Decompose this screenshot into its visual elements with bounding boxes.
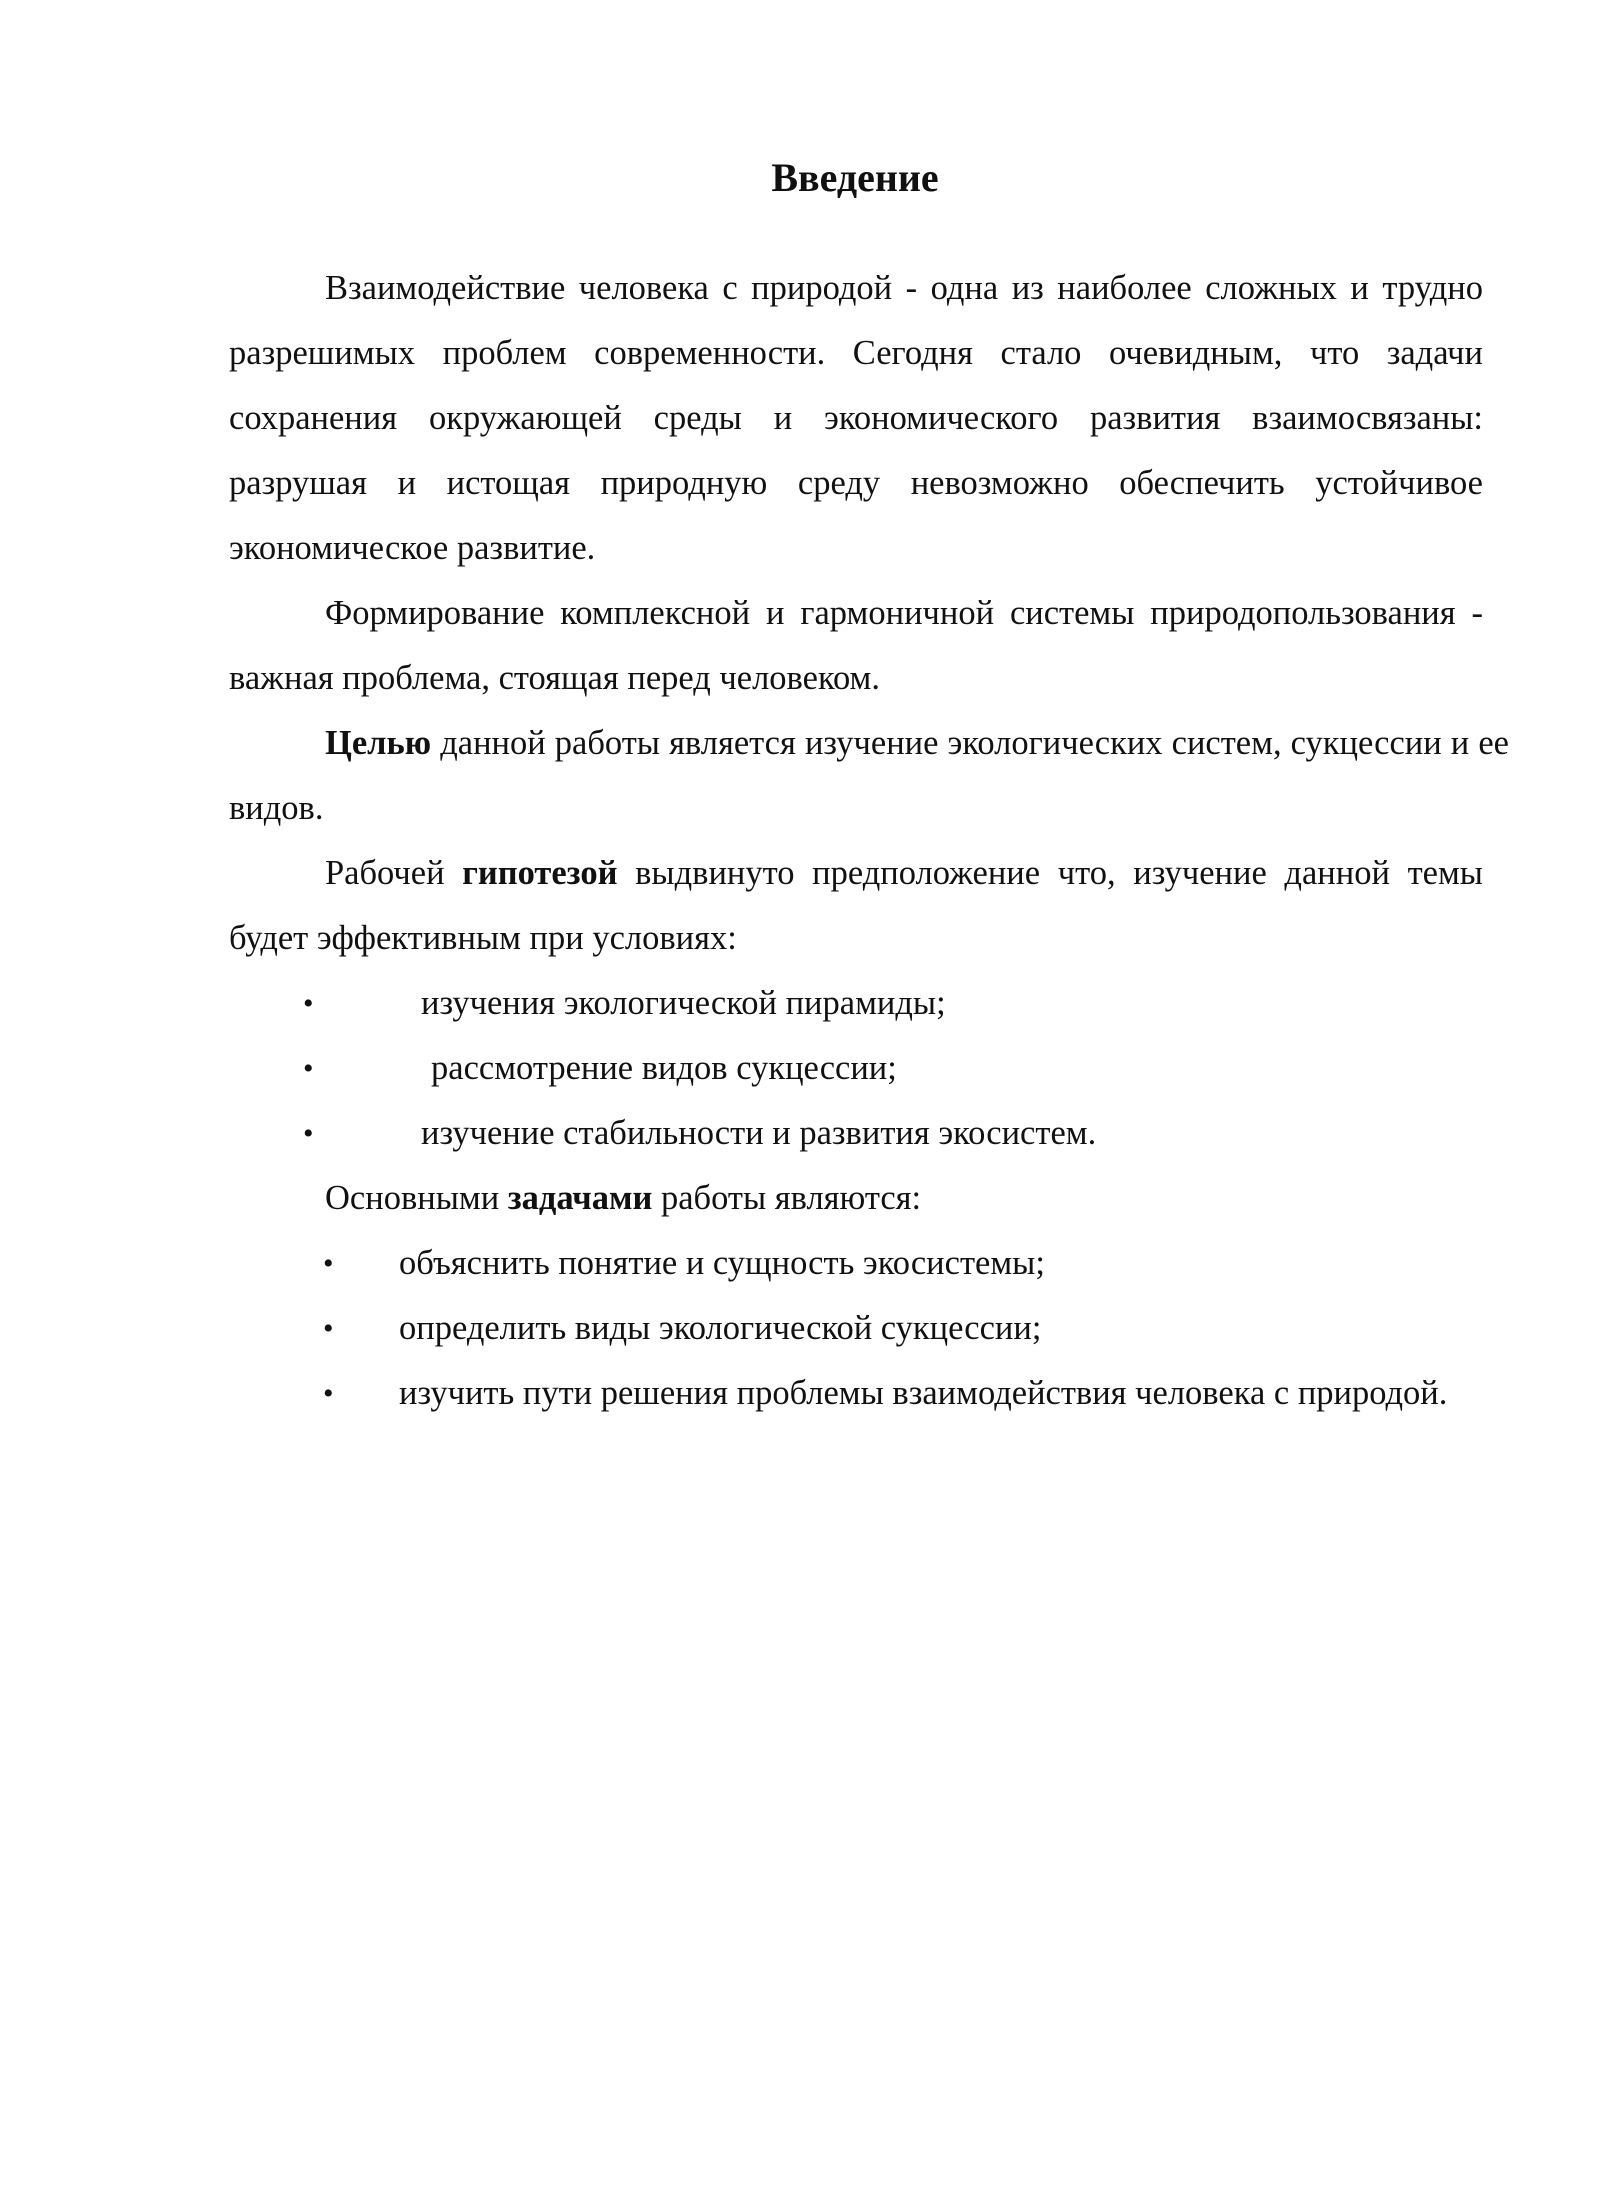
list-item <box>229 1036 1483 1101</box>
hypothesis-lead: Рабочей <box>325 854 463 892</box>
paragraph-formation: Формирование комплексной и гармоничной системы природопользования - важная проблема, стоящая перед человеком. <box>229 594 1483 697</box>
list-item-text: изучить пути решения проблемы взаимодействия человека с природой. <box>399 1374 1448 1412</box>
bullet-icon: • <box>303 1052 314 1085</box>
list-item-text: рассмотрение видов сукцессии; <box>431 1049 897 1087</box>
list-item-text: объяснить понятие и сущность экосистемы; <box>399 1244 1045 1282</box>
list-item-text: изучения экологической пирамиды; <box>421 984 946 1022</box>
hypothesis-keyword: гипотезой <box>462 854 618 892</box>
tasks-list <box>229 1231 1509 1426</box>
list-item <box>229 1296 1509 1361</box>
tasks-keyword: задачами <box>507 1179 653 1217</box>
bullet-icon: • <box>323 1312 334 1345</box>
tasks-text: работы являются: <box>652 1179 922 1217</box>
bullet-icon: • <box>303 1117 314 1150</box>
hypothesis-list <box>229 971 1483 1166</box>
bullet-icon: • <box>323 1247 334 1280</box>
paragraph-tasks <box>325 1166 1483 1231</box>
tasks-lead: Основными <box>325 1179 508 1217</box>
list-item <box>229 1101 1483 1166</box>
list-item <box>229 1361 1509 1426</box>
list-item <box>229 971 1483 1036</box>
paragraph-intro: Взаимодействие человека с природой - одна из наиболее сложных и трудно разрешимых проблем современности. Сегодня стало очевидным, что задачи сохранения окружающей среды и экономического развития взаимосвязаны: разрушая и истощая природную среду невозможно обеспечить устойчивое экономическое развитие. <box>229 269 1483 567</box>
paragraph-hypothesis <box>229 841 1483 971</box>
list-item <box>229 1231 1509 1296</box>
paragraph-goal <box>229 711 1509 841</box>
goal-text: данной работы является изучение экологических систем, сукцессии и ее видов. <box>229 724 1509 827</box>
list-item-text: изучение стабильности и развития экосистем. <box>421 1114 1097 1152</box>
list-item-text: определить виды экологической сукцессии; <box>399 1309 1042 1347</box>
document-body <box>229 256 1509 1426</box>
bullet-icon: • <box>323 1377 334 1410</box>
bullet-icon: • <box>303 987 314 1020</box>
page-title: Введение <box>771 155 939 200</box>
hypothesis-text: выдвинуто предположение что, изучение данной темы будет эффективным при условиях: <box>229 854 1483 957</box>
goal-keyword: Целью <box>325 724 432 762</box>
